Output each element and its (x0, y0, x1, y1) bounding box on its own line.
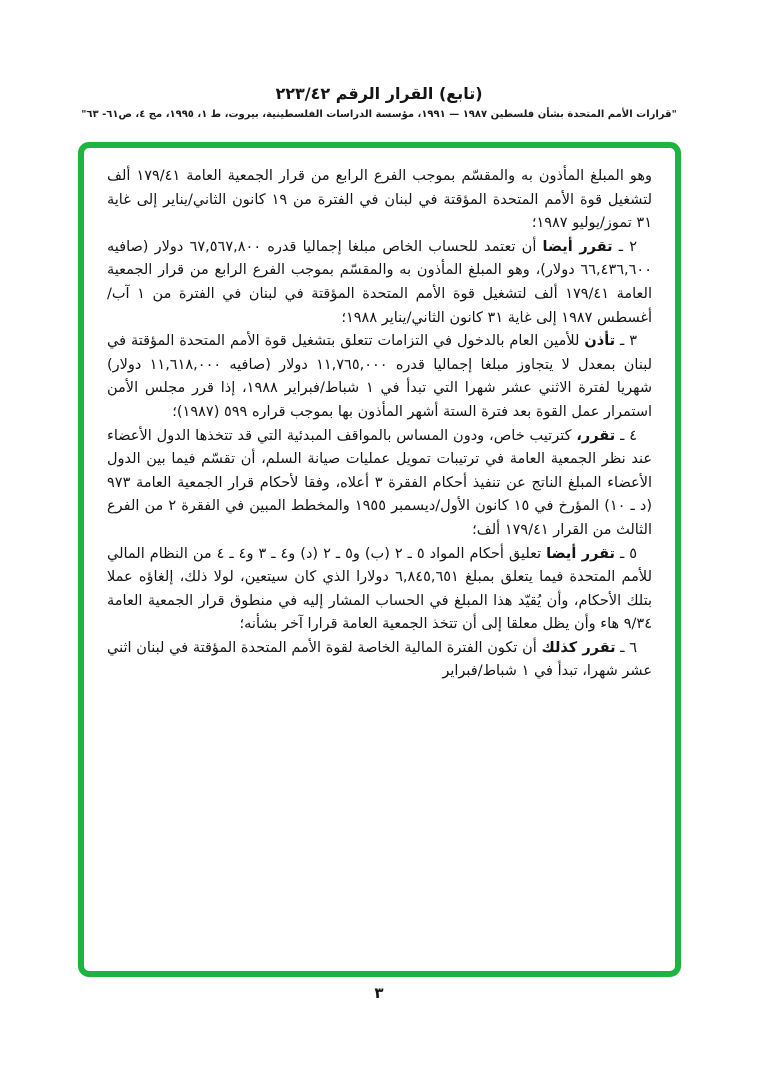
paragraph-number: ٦ ـ (620, 639, 637, 656)
paragraph-text: كترتيب خاص، ودون المساس بالمواقف المبدئية التي قد تتخذها الدول الأعضاء عند نظر الجمعية العامة في ترتيبات تمويل عمليات صيانة السلم، أن تقسّم فيما بين الدول الأعضاء المبلغ الناتج عن تنفيذ أحكام الفقرة ٣ أعلاه، وفقا لأحكام قرار الجمعية العامة ٩٧٣ (د ـ ١٠) المؤرخ في ١٥ كانون الأول/ديسمبر ١٩٥٥ والمخطط المبين في الفقرة ٢ من الفرع الثالث من القرار ١٧٩/٤١ ألف؛ (107, 427, 653, 538)
paragraph-text: أن تكون الفترة المالية الخاصة لقوة الأمم المتحدة المؤقتة في لبنان اثني عشر شهرا، تبدأ في ١ شباط/فبراير (107, 639, 652, 680)
resolution-title: (تابع) القرار الرقم ٢٢٣/٤٢ (275, 84, 483, 103)
resolution-paragraph-5 (107, 543, 652, 637)
paragraph-text: للأمين العام بالدخول في التزامات تتعلق بتشغيل قوة الأمم المتحدة المؤقتة في لبنان بمعدل لا يتجاوز مبلغا إجماليا قدره ١١,٧٦٥,٠٠٠ دولار (صافيه ١١,٦١٨,٠٠٠ دولار) شهريا لفترة الاثني عشر شهرا التي تبدأ في ١ شباط/فبراير ١٩٨٨، إذا قرر مجلس الأمن استمرار عمل القوة بعد فترة الستة أشهر المأذون بها بموجب قراره ٥٩٩ (١٩٨٧)؛ (107, 333, 653, 420)
resolution-paragraph-3 (107, 330, 652, 424)
page-number: ٣ (374, 984, 384, 1002)
resolution-paragraph-6 (107, 637, 652, 684)
paragraph-number: ٢ ـ (618, 238, 638, 255)
paragraph-text: تعليق أحكام المواد ٥ ـ ٢ (ب) و٥ ـ ٢ (د) و٤ ـ ٣ و٤ ـ ٤ من النظام المالي للأمم المتحدة فيما يتعلق بمبلغ ٦,٨٤٥,٦٥١ دولارا الذي كان سيتعين، لولا ذلك، إلغاؤه عملا بتلك الأحكام، وأن يُقيّد هذا المبلغ في الحساب المشار إليه في منطوق قرار الجمعية العامة ٩/٣٤ هاء وأن يظل معلقا إلى أن تتخذ الجمعية العامة قرارا آخر بشأنه؛ (107, 545, 652, 633)
operative-verb: تقرر، (576, 427, 616, 444)
operative-verb: تقرر أيضا (542, 238, 613, 255)
paragraph-text: أن تعتمد للحساب الخاص مبلغا إجماليا قدره ٦٧,٥٦٧,٨٠٠ دولار (صافيه ٦٦,٤٣٦,٦٠٠ دولار)، وهو المبلغ المأذون به والمقسّم بموجب الفرع الرابع من قرار الجمعية العامة ١٧٩/٤١ ألف لتشغيل قوة الأمم المتحدة المؤقتة في لبنان في الفترة من ١ آب/أغسطس ١٩٨٧ إلى غاية ٣١ كانون الثاني/يناير ١٩٨٨؛ (107, 238, 652, 326)
paragraph-text: وهو المبلغ المأذون به والمقسّم بموجب الفرع الرابع من قرار الجمعية العامة ١٧٩/٤١ ألف لتشغيل قوة الأمم المتحدة المؤقتة في لبنان في الفترة من ١٩ كانون الثاني/يناير إلى غاية ٣١ تموز/يوليو ١٩٨٧؛ (107, 168, 652, 232)
resolution-paragraph-4 (107, 425, 652, 543)
operative-verb: تأذن (584, 333, 616, 350)
page-header (0, 84, 758, 120)
operative-verb: تقرر كذلك (541, 639, 616, 656)
paragraph-number: ٣ ـ (620, 333, 638, 350)
resolution-paragraph-2 (107, 236, 652, 330)
green-border-frame (78, 142, 681, 977)
resolution-text-block (84, 148, 675, 684)
paragraph-number: ٤ ـ (620, 427, 638, 444)
source-citation: "قرارات الأمم المتحدة بشأن فلسطين ١٩٨٧ — ١٩٩١، مؤسسة الدراسات الفلسطينية، بيروت، ط ١، ١٩٩٥، مج ٤، ص٦١- ٦٣" (81, 109, 677, 120)
resolution-paragraph-continuation (107, 165, 652, 236)
paragraph-number: ٥ ـ (619, 545, 638, 562)
operative-verb: تقرر أيضا (546, 545, 615, 562)
